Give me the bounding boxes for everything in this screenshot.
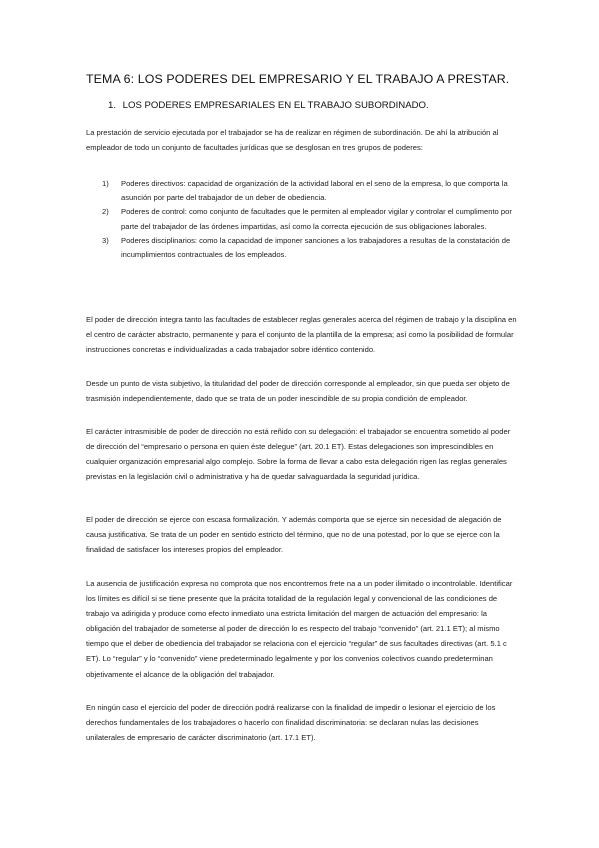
- list-item-text: Poderes disciplinarios: como la capacidad de imponer sanciones a los trabajadores a resultas de la constatación de incumplimientos contractuales de los empleados.: [121, 235, 511, 260]
- powers-list: [102, 177, 522, 262]
- body-paragraph: Desde un punto de vista subjetivo, la titularidad del poder de dirección corresponde al empleador, sin que pueda ser objeto de trasmisión independientemente, dado que se trata de un poder inescindible de su propia condición de empleador.: [86, 379, 510, 404]
- list-marker: 1): [102, 179, 109, 188]
- intro-paragraph: La prestación de servicio ejecutada por el trabajador se ha de realizar en régimen de subordinación. De ahí la atribución al empleador de todo un conjunto de facultades jurídicas que se desglosan en tres grupos de poderes:: [86, 128, 499, 153]
- body-paragraph: En ningún caso el ejercicio del poder de dirección podrá realizarse con la finalidad de impedir o lesionar el ejercicio de los derechos fundamentales de los trabajadores o hacerlo con finalidad discriminatoria: se declaran nulas las decisiones unilaterales de empresario de carácter discriminatorio (art. 17.1 ET).: [86, 703, 496, 743]
- body-paragraph: El poder de dirección integra tanto las facultades de establecer reglas generales acerca del régimen de trabajo y la disciplina en el centro de carácter abstracto, permanente y para el conjunto de la plantilla de la empresa; así como la posibilidad de formular instrucciones concretas e individualizadas a cada trabajador sobre idéntico contenido.: [86, 315, 517, 355]
- body-paragraph: El carácter intrasmisible de poder de dirección no está reñido con su delegación: el trabajador se encuentra sometido al poder de dirección del “empresario o persona en quien éste delegue” (art. 20.1 ET). Estas delegaciones son imprescindibles en cualquier organización empresarial algo complejo. Sobre la forma de llevar a cabo esta delegación rigen las reglas generales previstas en la legislación civil o administrativa y ha de quedar salvaguardada la seguridad jurídica.: [86, 427, 511, 482]
- list-item-text: Poderes directivos: capacidad de organización de la actividad laboral en el seno de la empresa, lo que comporta la asunción por parte del trabajador de un deber de obediencia.: [121, 179, 508, 203]
- section-heading: [108, 100, 528, 111]
- list-item: [102, 177, 522, 205]
- section-number: 1.: [108, 100, 117, 111]
- list-item-text: Poderes de control: como conjunto de facultades que le permiten al empleador vigilar y controlar el cumplimento por parte del trabajador de las órdenes impartidas, así como la correcta ejecución de sus obligaciones laborales.: [121, 207, 512, 231]
- section-title: LOS PODERES EMPRESARIALES EN EL TRABAJO SUBORDINADO.: [122, 100, 429, 111]
- list-item: [102, 205, 522, 233]
- document-title: TEMA 6: LOS PODERES DEL EMPRESARIO Y EL TRABAJO A PRESTAR.: [86, 72, 510, 86]
- body-paragraph: La ausencia de justificación expresa no comprota que nos encontremos frete na a un poder ilimitado o incontrolable. Identificar los límites es difícil si se tiene presente que la prácita totalidad de la regulación legal y convencional de las condiciones de trabajo va adirigida y produce como efecto inmediato una estricta limitación del margen de actuación del empresario: la obligación del trabajador de someterse al poder de dirección lo es respecto del trabajo “convenido” (art. 21.1 ET); al mismo tiempo que el deber de obediencia del trabajador se relaciona con el ejercicio “regular” de sus facultades directivas (art. 5.1 c ET). Lo “regular” y lo “convenido” viene predeterminado legalmente y por los convenios colectivos cuando predeterminan objetivamente el alcance de la obligación del trabajador.: [86, 579, 513, 679]
- body-paragraph: El poder de dirección se ejerce con escasa formalización. Y además comporta que se ejerce sin necesidad de alegación de causa justificativa. Se trata de un poder en sentido estricto del término, que no de una potestad, por lo que se ejerce con la finalidad de satisfacer los intereses propios del empleador.: [86, 515, 502, 555]
- list-marker: 3): [102, 235, 109, 245]
- list-item: [102, 234, 522, 262]
- list-marker: 2): [102, 207, 109, 217]
